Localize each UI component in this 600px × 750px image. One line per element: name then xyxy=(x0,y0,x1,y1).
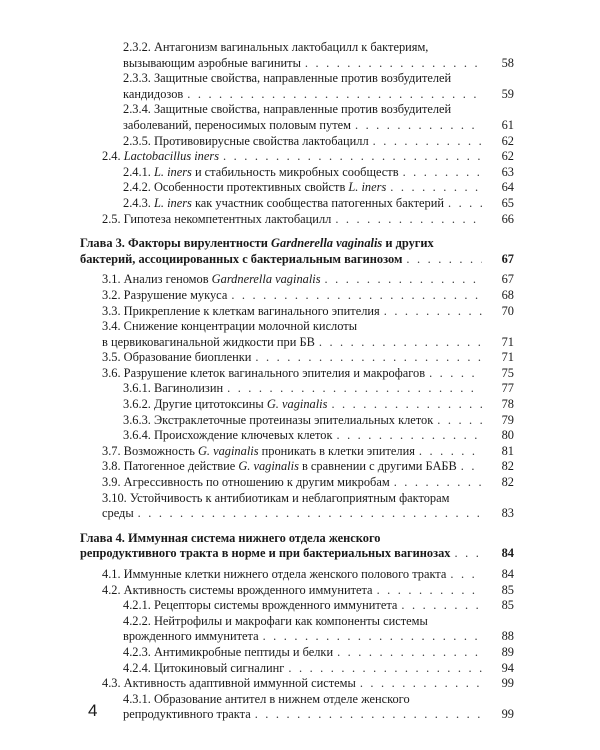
toc-page-number: 61 xyxy=(501,117,514,132)
toc-entry-title-line: среды xyxy=(102,506,134,521)
toc-entry-title-line: Глава 4. Иммунная система нижнего отдела женского xyxy=(80,530,381,545)
toc-entry-title-line: 3.6.4. Происхождение ключевых клеток xyxy=(123,428,333,443)
toc-entry-title-line: врожденного иммунитета xyxy=(123,629,259,644)
toc-entry xyxy=(80,381,514,397)
toc-page-number: 58 xyxy=(501,55,514,70)
toc-chapter-entry xyxy=(80,236,514,267)
toc-page-number: 84 xyxy=(501,567,514,581)
toc-entry xyxy=(80,645,514,661)
toc-page-number: 89 xyxy=(501,644,514,659)
toc-entry-title-line: кандидозов xyxy=(123,86,184,101)
toc-entry xyxy=(80,459,514,475)
toc-entry xyxy=(80,212,514,228)
toc-entry xyxy=(80,397,514,413)
dot-leader xyxy=(138,506,482,522)
toc-entry-title-line: 3.7. Возможность G. vaginalis проникать в клетки эпителия xyxy=(102,443,415,458)
toc-entry-title-line: 2.3.5. Противовирусные свойства лактобацилл xyxy=(123,133,369,148)
toc-page-number: 85 xyxy=(501,598,514,613)
toc-entry xyxy=(80,180,514,196)
dot-leader xyxy=(355,118,482,134)
toc-entry xyxy=(80,196,514,212)
dot-leader xyxy=(384,304,482,320)
toc-page-number: 75 xyxy=(501,365,514,380)
toc-page-number: 88 xyxy=(501,629,514,644)
toc-entry-title-line: 4.1. Иммунные клетки нижнего отдела женского полового тракта xyxy=(102,567,447,581)
dot-leader xyxy=(448,196,482,212)
dot-leader xyxy=(255,350,482,366)
toc-entry-title-line: 2.4.1. L. iners и стабильность микробных сообществ xyxy=(123,164,399,179)
dot-leader xyxy=(288,661,482,677)
dot-leader xyxy=(461,459,482,475)
dot-leader xyxy=(403,165,482,181)
toc-entry-title-line: 3.9. Агрессивность по отношению к другим микробам xyxy=(102,475,390,490)
toc-page-number: 62 xyxy=(501,133,514,148)
toc-page-number: 94 xyxy=(501,660,514,675)
toc-entry-title-line: репродуктивного тракта в норме и при бактериальных вагинозах xyxy=(80,546,451,561)
dot-leader xyxy=(373,134,482,150)
toc-page-number: 70 xyxy=(501,303,514,318)
toc-entry xyxy=(80,583,514,599)
dot-leader xyxy=(390,180,482,196)
toc-page-number: 82 xyxy=(501,459,514,474)
toc-entry-title-line: 3.6.1. Вагинолизин xyxy=(123,381,224,396)
toc-entry-title-line: 3.5. Образование биопленки xyxy=(102,350,252,365)
dot-leader xyxy=(455,546,482,562)
toc-entry-title-line: репродуктивного тракта xyxy=(123,707,251,722)
toc-entry-title-line: 2.4.2. Особенности протективных свойств L. iners xyxy=(123,180,387,195)
toc-entry-title-line: Глава 3. Факторы вирулентности Gardnerella vaginalis и других xyxy=(80,236,434,251)
toc-entry-title-line: 2.5. Гипотеза некомпетентных лактобацилл xyxy=(102,211,332,226)
dot-leader xyxy=(231,288,482,304)
toc-entry-title-line: 3.2. Разрушение мукуса xyxy=(102,287,228,302)
dot-leader xyxy=(360,676,482,692)
dot-leader xyxy=(337,645,482,661)
dot-leader xyxy=(331,397,482,413)
toc-page-number: 84 xyxy=(501,546,514,561)
toc-page-number: 68 xyxy=(501,287,514,302)
toc-entry xyxy=(80,567,514,583)
dot-leader xyxy=(429,366,482,382)
toc-page-number: 71 xyxy=(501,334,514,349)
toc-page-number: 77 xyxy=(501,381,514,396)
toc-page-number: 81 xyxy=(501,443,514,458)
dot-leader xyxy=(377,583,482,599)
toc-entry-title-line: заболеваний, переносимых половым путем xyxy=(123,117,351,132)
dot-leader xyxy=(406,252,482,268)
dot-leader xyxy=(325,272,482,288)
toc-page-number: 59 xyxy=(501,86,514,101)
toc-page-number: 65 xyxy=(501,195,514,210)
toc-entry-title-line: 3.1. Анализ геномов Gardnerella vaginalis xyxy=(102,272,321,287)
toc-entry-title-line: 3.6.2. Другие цитотоксины G. vaginalis xyxy=(123,397,328,412)
dot-leader xyxy=(227,381,482,397)
toc-page-number: 67 xyxy=(501,251,514,266)
toc-page-number: 78 xyxy=(501,397,514,412)
toc-entry xyxy=(80,491,514,522)
toc-page-number: 66 xyxy=(501,211,514,226)
toc-page-number: 83 xyxy=(501,506,514,521)
dot-leader xyxy=(305,56,482,72)
toc-entry-title-line: 4.3. Активность адаптивной иммунной системы xyxy=(102,676,356,691)
dot-leader xyxy=(336,428,482,444)
toc-entry xyxy=(80,304,514,320)
toc-chapter-entry xyxy=(80,531,514,562)
dot-leader xyxy=(223,149,482,165)
toc-entry-title-line: 4.2.3. Антимикробные пептиды и белки xyxy=(123,644,334,659)
dot-leader xyxy=(187,87,482,103)
toc-entry-title-line: бактерий, ассоциированных с бактериальным вагинозом xyxy=(80,251,403,266)
toc-entry xyxy=(80,614,514,645)
toc-entry xyxy=(80,319,514,350)
dot-leader xyxy=(255,707,482,723)
toc-entry-title-line: в цервиковагинальной жидкости при БВ xyxy=(102,334,315,349)
toc-entry-title-line: вызывающим аэробные вагиниты xyxy=(123,55,301,70)
toc-entry xyxy=(80,350,514,366)
toc-page-number: 99 xyxy=(501,707,514,722)
toc-entry-title-line: 2.4. Lactobacillus iners xyxy=(102,149,220,164)
dot-leader xyxy=(394,475,482,491)
toc-entry-title-line: 3.10. Устойчивость к антибиотикам и неблагоприятным факторам xyxy=(102,490,450,505)
toc-entry xyxy=(80,661,514,677)
toc-entry xyxy=(80,272,514,288)
dot-leader xyxy=(437,413,482,429)
toc-entry xyxy=(80,444,514,460)
toc-page-number: 82 xyxy=(501,475,514,490)
toc-entry xyxy=(80,102,514,133)
dot-leader xyxy=(401,598,482,614)
toc-entry-title-line: 2.3.4. Защитные свойства, направленные против возбудителей xyxy=(123,102,452,117)
toc-entry-title-line: 3.6.3. Экстраклеточные протеиназы эпителиальных клеток xyxy=(123,412,434,427)
dot-leader xyxy=(263,629,482,645)
page-number: 4 xyxy=(88,701,98,720)
dot-leader xyxy=(319,335,482,351)
toc-page-number: 99 xyxy=(501,676,514,691)
toc-page-number: 62 xyxy=(501,149,514,164)
toc-entry xyxy=(80,475,514,491)
toc-entry xyxy=(80,366,514,382)
toc-entry xyxy=(80,598,514,614)
toc-page-number: 67 xyxy=(501,272,514,287)
toc-page-number: 79 xyxy=(501,412,514,427)
dot-leader xyxy=(450,567,482,583)
toc-entry xyxy=(80,428,514,444)
toc-entry xyxy=(80,676,514,692)
toc-page-number: 64 xyxy=(501,180,514,195)
toc-entry-title-line: 4.2.2. Нейтрофилы и макрофаги как компоненты системы xyxy=(123,613,428,628)
toc-entry-title-line: 4.2.4. Цитокиновый сигналинг xyxy=(123,660,285,675)
toc-entry xyxy=(80,288,514,304)
toc-entry-title-line: 2.3.2. Антагонизм вагинальных лактобацилл к бактериям, xyxy=(123,40,429,54)
toc-page-number: 85 xyxy=(501,582,514,597)
toc-entry xyxy=(80,40,514,71)
toc-entry-title-line: 4.2.1. Рецепторы системы врожденного иммунитета xyxy=(123,598,398,613)
toc-entry-title-line: 3.8. Патогенное действие G. vaginalis в сравнении с другими БАБВ xyxy=(102,459,457,474)
toc-entry-title-line: 4.2. Активность системы врожденного иммунитета xyxy=(102,582,373,597)
toc-page-number: 71 xyxy=(501,350,514,365)
toc-entry-title-line: 3.3. Прикрепление к клеткам вагинального эпителия xyxy=(102,303,380,318)
toc-entry-title-line: 2.3.3. Защитные свойства, направленные против возбудителей xyxy=(123,71,452,86)
toc-entry-title-line: 4.3.1. Образование антител в нижнем отделе женского xyxy=(123,691,410,706)
toc-page-number: 63 xyxy=(501,164,514,179)
dot-leader xyxy=(335,212,482,228)
toc-entry xyxy=(80,149,514,165)
dot-leader xyxy=(419,444,482,460)
toc-entry xyxy=(80,413,514,429)
table-of-contents xyxy=(80,40,514,723)
toc-entry-title-line: 3.4. Снижение концентрации молочной кислоты xyxy=(102,319,358,334)
toc-entry xyxy=(80,165,514,181)
toc-entry-title-line: 3.6. Разрушение клеток вагинального эпителия и макрофагов xyxy=(102,365,426,380)
toc-entry xyxy=(80,71,514,102)
toc-entry-title-line: 2.4.3. L. iners как участник сообщества патогенных бактерий xyxy=(123,195,444,210)
toc-entry xyxy=(80,692,514,723)
toc-page-number: 80 xyxy=(501,428,514,443)
toc-entry xyxy=(80,134,514,150)
